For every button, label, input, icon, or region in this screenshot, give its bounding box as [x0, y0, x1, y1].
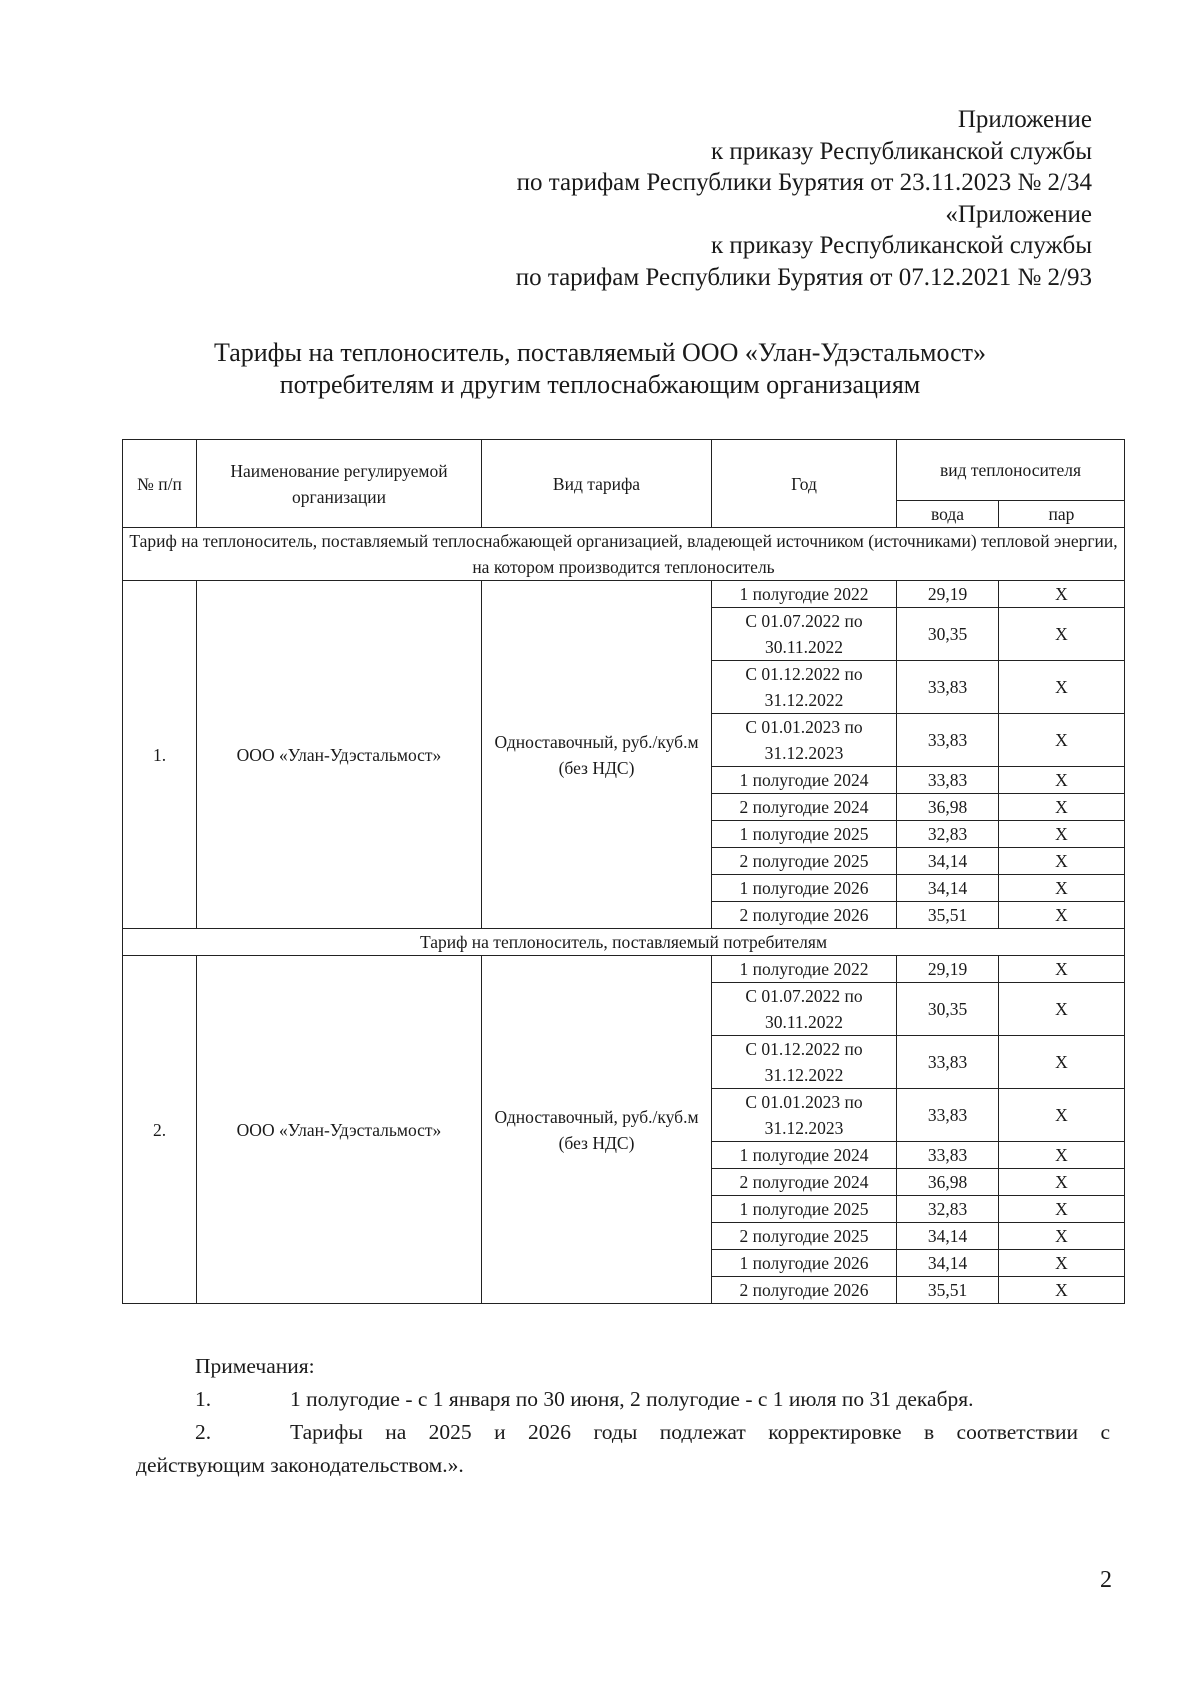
- period-cell: 2 полугодие 2024: [712, 794, 897, 821]
- header-cell-org: Наименование регулируемой организации: [197, 440, 482, 528]
- steam-value: Х: [999, 902, 1125, 929]
- water-value: 33,83: [897, 661, 999, 714]
- water-value: 36,98: [897, 1169, 999, 1196]
- steam-value: Х: [999, 848, 1125, 875]
- steam-value: Х: [999, 767, 1125, 794]
- period-cell: 2 полугодие 2025: [712, 848, 897, 875]
- water-value: 35,51: [897, 1277, 999, 1304]
- steam-value: Х: [999, 1196, 1125, 1223]
- steam-value: Х: [999, 1250, 1125, 1277]
- water-value: 29,19: [897, 956, 999, 983]
- notes-title: Примечания:: [195, 1354, 315, 1378]
- steam-value: Х: [999, 1036, 1125, 1089]
- organization-name: ООО «Улан-Удэстальмост»: [197, 956, 482, 1304]
- note-item: [130, 1416, 1110, 1449]
- steam-value: Х: [999, 794, 1125, 821]
- water-value: 32,83: [897, 821, 999, 848]
- header-line: по тарифам Республики Бурятия от 23.11.2023 № 2/34: [516, 169, 1092, 196]
- tariff-type: Одноставочный, руб./куб.м (без НДС): [482, 581, 712, 929]
- water-value: 33,83: [897, 1142, 999, 1169]
- period-cell: 1 полугодие 2022: [712, 581, 897, 608]
- water-value: 33,83: [897, 767, 999, 794]
- period-cell: 1 полугодие 2024: [712, 1142, 897, 1169]
- header-cell-steam: пар: [999, 501, 1125, 528]
- water-value: 33,83: [897, 1089, 999, 1142]
- water-value: 33,83: [897, 714, 999, 767]
- header-line: к приказу Республиканской службы: [710, 137, 1092, 165]
- water-value: 34,14: [897, 848, 999, 875]
- steam-value: Х: [999, 1142, 1125, 1169]
- period-cell: 1 полугодие 2025: [712, 1196, 897, 1223]
- tariff-type: Одноставочный, руб./куб.м (без НДС): [482, 956, 712, 1304]
- period-cell: 2 полугодие 2026: [712, 1277, 897, 1304]
- steam-value: Х: [999, 608, 1125, 661]
- header-line: по тарифам Республики Бурятия от 07.12.2021 № 2/93: [515, 263, 1092, 291]
- period-cell: 1 полугодие 2026: [712, 1250, 897, 1277]
- header-cell-year: Год: [712, 440, 897, 528]
- period-cell: 2 полугодие 2026: [712, 902, 897, 929]
- table-row: [123, 956, 1125, 983]
- steam-value: Х: [999, 581, 1125, 608]
- note-text-continuation: действующим законодательством.».: [136, 1453, 464, 1477]
- steam-value: Х: [999, 1277, 1125, 1304]
- steam-value: Х: [999, 875, 1125, 902]
- water-value: 33,83: [897, 1036, 999, 1089]
- notes-block: [130, 1350, 1110, 1482]
- table-row: [123, 581, 1125, 608]
- note-text: 1 полугодие - с 1 января по 30 июня, 2 полугодие - с 1 июля по 31 декабря.: [290, 1387, 974, 1411]
- title-line: Тарифы на теплоноситель, поставляемый ООО «Улан-Удэстальмост»: [213, 338, 987, 367]
- water-value: 36,98: [897, 794, 999, 821]
- appendix-header: [516, 104, 1092, 293]
- title-line: потребителям и другим теплоснабжающим организациям: [279, 370, 921, 399]
- steam-value: Х: [999, 1223, 1125, 1250]
- water-value: 34,14: [897, 875, 999, 902]
- period-cell: С 01.07.2022 по 30.11.2022: [712, 608, 897, 661]
- period-cell: С 01.12.2022 по 31.12.2022: [712, 661, 897, 714]
- period-cell: С 01.07.2022 по 30.11.2022: [712, 983, 897, 1036]
- organization-name: ООО «Улан-Удэстальмост»: [197, 581, 482, 929]
- water-value: 32,83: [897, 1196, 999, 1223]
- steam-value: Х: [999, 661, 1125, 714]
- steam-value: Х: [999, 714, 1125, 767]
- period-cell: 1 полугодие 2025: [712, 821, 897, 848]
- note-item: [130, 1383, 1110, 1416]
- header-cell-carrier: вид теплоносителя: [897, 440, 1125, 501]
- header-cell-water: вода: [897, 501, 999, 528]
- period-cell: С 01.12.2022 по 31.12.2022: [712, 1036, 897, 1089]
- section-heading: Тариф на теплоноситель, поставляемый теплоснабжающей организацией, владеющей источником (источниками) тепловой энергии, на котором производится теплоноситель: [123, 528, 1125, 581]
- steam-value: Х: [999, 1089, 1125, 1142]
- note-text: Тарифы на 2025 и 2026 годы подлежат корректировке в соответствии с: [290, 1420, 1110, 1444]
- water-value: 34,14: [897, 1223, 999, 1250]
- header-line: к приказу Республиканской службы: [710, 232, 1092, 259]
- water-value: 34,14: [897, 1250, 999, 1277]
- header-cell-type: Вид тарифа: [482, 440, 712, 528]
- period-cell: 1 полугодие 2026: [712, 875, 897, 902]
- row-number: 1.: [123, 581, 197, 929]
- period-cell: 1 полугодие 2024: [712, 767, 897, 794]
- header-line: Приложение: [957, 106, 1092, 133]
- water-value: 30,35: [897, 608, 999, 661]
- steam-value: Х: [999, 956, 1125, 983]
- water-value: 35,51: [897, 902, 999, 929]
- steam-value: Х: [999, 983, 1125, 1036]
- note-number: 1.: [195, 1387, 212, 1411]
- water-value: 29,19: [897, 581, 999, 608]
- period-cell: 1 полугодие 2022: [712, 956, 897, 983]
- note-number: 2.: [195, 1420, 212, 1444]
- period-cell: С 01.01.2023 по 31.12.2023: [712, 1089, 897, 1142]
- header-cell-num: № п/п: [123, 440, 197, 528]
- row-number: 2.: [123, 956, 197, 1304]
- page-number: 2: [1100, 1567, 1112, 1593]
- document-title: [130, 337, 1070, 401]
- tariff-table: [122, 439, 1125, 1304]
- section-heading: Тариф на теплоноситель, поставляемый потребителям: [123, 929, 1125, 956]
- period-cell: С 01.01.2023 по 31.12.2023: [712, 714, 897, 767]
- header-line: «Приложение: [945, 200, 1092, 228]
- period-cell: 2 полугодие 2024: [712, 1169, 897, 1196]
- steam-value: Х: [999, 1169, 1125, 1196]
- period-cell: 2 полугодие 2025: [712, 1223, 897, 1250]
- steam-value: Х: [999, 821, 1125, 848]
- water-value: 30,35: [897, 983, 999, 1036]
